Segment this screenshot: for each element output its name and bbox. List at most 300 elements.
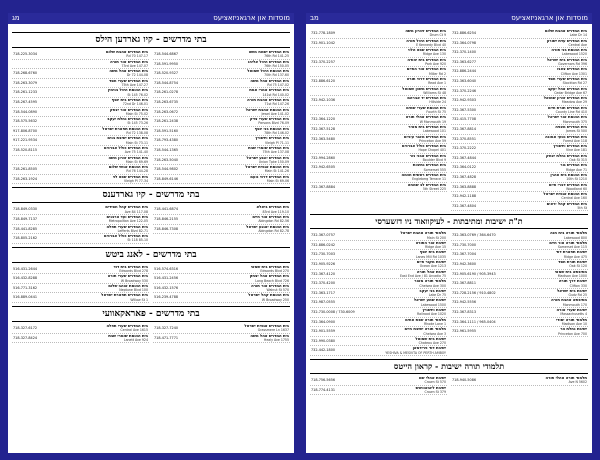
left-page	[8, 13, 294, 453]
section-title: בתי מדרשים - פאראקאוועי	[12, 306, 290, 322]
entry-text	[405, 327, 446, 336]
entry-name: בית המדרש שערי חסד	[109, 78, 148, 83]
entry-phone: 732-367-4120	[311, 271, 336, 276]
entry-phone: 718-263-6735	[154, 99, 179, 104]
entry-address: 122-05 Metropolitan Ave	[108, 219, 148, 224]
directory-entry	[451, 48, 588, 58]
entry-name: בית הכנסת קהל ישראל	[248, 293, 289, 298]
entry-address: 137-08 75th Ave	[262, 150, 289, 155]
entry-name: בית המדרש זיכרון משה	[405, 29, 446, 33]
entry-phone: 732-886-6120	[311, 78, 336, 83]
entry-name: תלמוד תורה ישיבת חיים	[404, 327, 446, 332]
entry-text	[546, 154, 587, 163]
entry-address: 82-71 Lefferts Blvd	[117, 228, 148, 233]
entry-phone: 732-370-4200	[311, 281, 336, 286]
entry-name: בית המדרש כולל אברכים	[401, 144, 446, 149]
entry-address: 24 Hillside	[429, 100, 446, 105]
entry-phone: 718-544-1365	[154, 147, 179, 152]
entry-name: בית המדרש יד אברהם	[407, 96, 446, 101]
entry-name: בית הכנסת בני תורה	[551, 48, 587, 53]
entry-text	[547, 202, 587, 211]
entry-address: 76-09 Parsons Blvd	[258, 121, 289, 126]
entry-address: 147-02 75 Rd	[267, 83, 289, 88]
entry-address: 59 Princeton Ave	[419, 138, 446, 143]
entry-text	[247, 69, 289, 78]
entry-phone: 516-239-4788	[154, 295, 179, 300]
entry-text	[109, 79, 148, 88]
entry-name: בית המדרש דרכי נועם	[250, 174, 289, 179]
directory-entry	[310, 241, 447, 251]
entry-name: בית המדרש אור יצחק	[109, 107, 148, 112]
directory-column	[451, 29, 588, 211]
entry-text	[404, 135, 446, 144]
entry-name: ישיבת בית יוסף	[419, 250, 446, 255]
entry-phone: 718-520-8115	[13, 147, 38, 152]
entry-text	[250, 175, 289, 184]
entry-address: 115 Somerset Ave	[557, 245, 587, 250]
entry-text	[556, 318, 587, 327]
directory-entry	[451, 270, 588, 280]
entry-name: בית המדרש אהל משה	[250, 78, 289, 83]
directory-entry	[153, 127, 290, 137]
entry-text	[101, 293, 148, 302]
entry-text	[553, 144, 587, 153]
entry-address: 147-26 71st Rd	[264, 102, 289, 107]
entry-address: 375 Monmouth	[562, 119, 587, 124]
entry-text	[408, 125, 446, 134]
entry-text	[110, 108, 148, 117]
entry-address: 4 Massachusetts	[560, 312, 587, 317]
entry-phone: 718-544-0890	[13, 109, 38, 114]
entry-address: 315 Oak St	[569, 158, 587, 163]
section-title: תלמודי תורה ישיבות - קראון הייטס	[310, 359, 588, 374]
entry-phone: 732-370-2222	[452, 146, 477, 151]
entry-phone: 732-363-6040	[452, 78, 477, 83]
entry-phone: 516-431-2644	[13, 266, 38, 271]
entry-phone: 718-263-1924	[13, 176, 38, 181]
directory-entry	[153, 175, 290, 185]
directory-columns	[310, 231, 588, 356]
entry-phone: 732-415-7708	[452, 117, 477, 122]
entry-address: 1500 Lakewood	[420, 302, 446, 307]
entry-address: 11 Engleberg Terrace	[412, 177, 446, 182]
entry-phone: 732-901-5559	[311, 329, 336, 334]
entry-name: בית המדרש אגודת ישראל	[244, 324, 289, 329]
directory-column	[153, 50, 290, 184]
entry-name: בית המדרש נחלת יצחק	[546, 153, 587, 158]
directory-entry	[451, 308, 588, 318]
entry-text	[106, 324, 148, 333]
entry-phone: 718-471-7771	[154, 335, 179, 340]
entry-name: בית המדרש אהבת תורה	[247, 97, 289, 102]
directory-entry	[153, 98, 290, 108]
directory-entry	[12, 108, 149, 118]
entry-phone: 516-889-0441	[13, 295, 38, 300]
entry-address: 147-07 73rd Ave	[121, 63, 148, 68]
directory-entry	[153, 324, 290, 334]
entry-text	[548, 77, 587, 86]
entry-address: 141-02 Jewel Ave	[261, 111, 289, 116]
entry-name: בית הכנסת תפארת ישראל	[102, 126, 148, 131]
entry-name: בית המדרש בית יוסף	[111, 97, 148, 102]
entry-address: 1 Read Ave	[428, 81, 446, 86]
entry-phone: 732-363-5480	[311, 136, 336, 141]
entry-name: ישיבת תפארת דוד	[555, 250, 587, 255]
entry-phone: 732-728-2156 / 910-4802	[452, 290, 496, 295]
entry-name: בית המדרש מאור עיניים	[403, 134, 446, 139]
entry-address: 379 Crown St	[424, 389, 446, 394]
directory-entry	[310, 115, 447, 125]
directory-section	[310, 214, 588, 356]
entry-address: 330 Clifton	[569, 283, 587, 288]
directory-entry	[310, 106, 447, 116]
entry-phone: 732-994-2860	[311, 155, 336, 160]
entry-phone: 732-942-9303	[452, 98, 477, 103]
entry-name: בית הכנסת אוהב שלום	[108, 283, 148, 288]
directory-entry	[153, 156, 290, 166]
entry-text	[405, 318, 446, 327]
entry-text	[109, 69, 148, 78]
entry-text	[407, 96, 446, 105]
entry-text	[416, 250, 446, 259]
entry-phone: 718-261-1233	[13, 90, 38, 95]
entry-name: ישיבת ליובאוויטש	[415, 385, 446, 390]
entry-address: 29 Meadow Ave	[561, 100, 587, 105]
entry-phone: 718-441-8285	[13, 226, 38, 231]
entry-address: 146-01 72nd Dr	[122, 102, 148, 107]
entry-text	[246, 108, 289, 117]
entry-phone: 732-961-5955	[452, 329, 477, 334]
directory-entry	[451, 115, 588, 125]
directory-entry	[451, 87, 588, 97]
right-page-header	[306, 13, 592, 24]
entry-address: 270 Chateau Ave	[418, 341, 446, 346]
entry-name: בית הכנסת בני יוסף	[254, 126, 289, 131]
entry-name: בית המדרש שערי צדק	[249, 117, 289, 122]
directory-entry	[451, 298, 588, 308]
entry-address: 69-69 Main St	[125, 159, 148, 164]
entry-text	[406, 115, 446, 124]
directory-entry	[451, 106, 588, 116]
entry-phone: 516-771-3162	[13, 285, 38, 290]
entry-name: בית המדרש זכרון משה	[108, 155, 148, 160]
entry-address: 270 Edwards Blvd	[260, 268, 289, 273]
entry-text	[556, 250, 587, 259]
entry-text	[557, 289, 587, 298]
entry-address: 69-06 Main St	[266, 179, 289, 184]
entry-name: בית המדרש בית דוד	[113, 264, 148, 269]
entry-name: תלמוד תורה שבת אחים	[405, 317, 446, 322]
directory-entry	[310, 173, 447, 183]
directory-column	[153, 324, 290, 343]
entry-text	[555, 270, 587, 279]
entry-text	[255, 127, 289, 136]
entry-name: תלמוד תורה מאור	[414, 279, 446, 284]
entry-name: ישיבת דרך תורה	[558, 279, 587, 284]
directory-entry	[451, 163, 588, 173]
directory-entry	[12, 324, 149, 334]
entry-name: תלמוד תורה אהלי תורה	[545, 376, 587, 380]
entry-phone: 917-221-9534	[13, 138, 38, 143]
entry-text	[414, 279, 446, 288]
entry-address: 1 Willow St	[130, 297, 148, 302]
entry-text	[545, 135, 587, 144]
entry-name: ישיבת אהל תורה	[416, 269, 446, 274]
directory-entry	[12, 79, 149, 89]
directory-entry	[451, 173, 588, 183]
entry-address: 1637 Grassmere Ln	[257, 328, 289, 333]
entry-text	[405, 29, 446, 38]
directory-entry	[310, 279, 447, 289]
entry-address: 141-25 76th Rd	[264, 54, 289, 59]
entry-phone: 718-544-8754	[154, 80, 179, 85]
entry-name: בית המדרש בית מאיר	[408, 124, 446, 129]
entry-name: בית הכנסת בית אהרן	[550, 172, 587, 177]
entry-text	[551, 298, 587, 307]
entry-text	[255, 136, 289, 145]
entry-address: 570 Walnut St	[266, 288, 289, 293]
entry-address: 147-27 75th Ave	[121, 83, 148, 88]
entry-text	[250, 334, 289, 343]
entry-phone: 732-367-0757	[311, 233, 336, 238]
entry-text	[557, 67, 587, 76]
entry-address: 138-08 72 Rd	[126, 131, 148, 136]
entry-name: בית הכנסת אגודת ישראל	[245, 165, 289, 170]
entry-phone: 718-544-9802	[154, 167, 179, 172]
entry-phone: 732-942-1036	[311, 98, 336, 103]
directory-entry	[12, 215, 149, 225]
entry-text	[250, 274, 289, 283]
entry-phone: 732-370-2246	[452, 88, 477, 93]
entry-phone: 732-942-3600	[452, 262, 477, 267]
directory-entry	[153, 225, 290, 235]
entry-address: 181 Vine Ave	[566, 148, 587, 153]
entry-phone: 718-849-0330	[13, 207, 38, 212]
entry-phone: 718-591-9950	[154, 61, 179, 66]
entry-address: 3 Chelsea Ave	[423, 331, 446, 336]
directory-entry	[451, 135, 588, 145]
entry-phone: 732-990-0380	[311, 338, 336, 343]
entry-text	[110, 60, 148, 69]
entry-phone: 718-846-7308	[154, 226, 179, 231]
directory-entry	[153, 117, 290, 127]
directory-entry	[12, 293, 149, 303]
directory-entry	[12, 274, 149, 284]
entry-text	[408, 48, 446, 57]
directory-entry	[451, 67, 588, 77]
entry-text	[407, 58, 446, 67]
entry-address: 75 Fourth St	[426, 110, 446, 115]
entry-address: 1035 Lanes Mill Rd	[415, 254, 446, 259]
directory-entry	[12, 60, 149, 70]
entry-name: תלמוד תורה יסודי	[556, 317, 587, 322]
directory-entry	[310, 163, 447, 173]
entry-name: ישיבת שערי אורה	[556, 308, 587, 313]
entry-phone: 732-886-0242	[311, 242, 336, 247]
directory-entry	[12, 175, 149, 185]
entry-address: 60 Woodland	[566, 186, 587, 191]
directory-entry	[451, 289, 588, 299]
entry-text	[410, 154, 446, 163]
entry-name: ישיבת תורת חסד	[558, 260, 587, 265]
entry-text	[113, 265, 148, 274]
entry-address: 118 Forest Ave	[563, 138, 587, 143]
directory-entry	[451, 279, 588, 289]
entry-address: 15 Ridge Ave	[424, 245, 446, 250]
entry-address: Central Ave	[568, 42, 587, 47]
directory-entry	[310, 77, 447, 87]
entry-text	[108, 284, 148, 293]
entry-text	[400, 270, 446, 279]
entry-address: 555 Somerset	[423, 167, 446, 172]
entry-phone: 718-846-2155	[154, 216, 179, 221]
directory-entry	[12, 88, 149, 98]
entry-name: בית המדרש בית שמאי	[250, 264, 289, 269]
entry-text	[547, 58, 587, 67]
entry-text	[415, 337, 446, 346]
directory-entry	[451, 144, 588, 154]
directory-entry	[12, 127, 149, 137]
entry-text	[250, 117, 289, 126]
entry-phone: 516-574-6316	[154, 266, 179, 271]
entry-text	[400, 231, 446, 240]
entry-text	[401, 173, 446, 182]
entry-name: בית המדרש גור	[560, 163, 587, 168]
directory-entry	[310, 154, 447, 164]
directory-entry	[451, 29, 588, 39]
entry-phone: 732-987-0555	[311, 300, 336, 305]
directory-entry	[451, 96, 588, 106]
entry-text	[559, 279, 587, 288]
directory-section	[12, 306, 290, 343]
entry-name: בית הכנסת שומרי שבת	[108, 333, 148, 338]
directory-entry	[310, 96, 447, 106]
entry-name: בית המדרש נטעי אמונה	[545, 134, 587, 139]
entry-name: בית המדרש אהלי תורה	[405, 115, 446, 120]
entry-text	[106, 225, 148, 234]
entry-name: בית המדרש תפארת ישראל	[101, 293, 148, 298]
directory-entry	[153, 108, 290, 118]
directory-column	[153, 205, 290, 243]
entry-phone: 718-261-0278	[154, 90, 179, 95]
directory-entry	[310, 289, 447, 299]
directory-entry	[12, 265, 149, 275]
entry-phone: 732-363-6277	[452, 59, 477, 64]
directory-entry	[310, 250, 447, 260]
entry-phone: 718-774-4131	[311, 387, 336, 392]
entry-phone: 718-263-0672	[154, 109, 179, 114]
directory-columns	[310, 29, 588, 211]
entry-text	[416, 241, 446, 250]
entry-name: בית המדרש זכרון שמואל	[543, 96, 587, 101]
entry-address: 71-11 Vleigh Pl	[264, 140, 289, 145]
entry-name: ישיבת ויזשניץ	[422, 308, 446, 313]
entry-name: בית המדרש שומרי שבת	[248, 145, 289, 150]
entry-address: 10 Madison Ave	[561, 321, 587, 326]
entry-text	[419, 376, 446, 385]
directory-entry	[451, 376, 588, 386]
entry-phone: 718-544-6867	[154, 52, 179, 56]
directory-entry	[451, 77, 588, 87]
entry-address: 920 Park Ave	[425, 62, 446, 67]
entry-address: 401 Hope Chapel	[418, 148, 446, 153]
entry-text	[550, 231, 587, 240]
directory-column	[12, 205, 149, 243]
entry-text	[104, 234, 148, 243]
entry-address: 75-02 Main St	[125, 111, 148, 116]
directory-entry	[310, 135, 447, 145]
entry-text	[557, 308, 587, 317]
entry-name: בית המדרש נתיבות	[412, 163, 446, 168]
entry-phone: 732-367-8811	[452, 281, 477, 286]
entry-name: בית המדרש עדת ישורון	[546, 38, 587, 43]
directory-entry	[12, 117, 149, 127]
entry-name: בית המדרש היכל תורה	[406, 38, 446, 43]
entry-phone: 718-261-8505	[13, 167, 38, 172]
directory-entry	[310, 327, 447, 337]
entry-phone: 732-367-8313	[452, 310, 477, 315]
entry-name: תלמוד תורה אהבת ישראל	[400, 231, 446, 236]
entry-phone: 732-364-0122	[452, 165, 477, 170]
entry-address: 144-08 72 Dr	[126, 73, 148, 78]
entry-name: בית המדרש ביאלא	[256, 205, 289, 210]
entry-text	[247, 98, 289, 107]
directory-entry	[310, 67, 447, 77]
entry-address: 300 Chelsea Ave	[419, 283, 446, 288]
entry-name: בית המדרש כולל אברכים	[103, 145, 148, 150]
entry-text	[113, 175, 148, 184]
entry-address: 200 Main St	[426, 235, 446, 240]
entry-phone: 718-263-3079	[13, 80, 38, 85]
directory-entry	[153, 69, 290, 79]
entry-phone: 516-432-8288	[13, 276, 38, 281]
entry-name: ישיבת מקור חיים	[416, 260, 446, 265]
entry-address: 141-26 Main St	[264, 169, 289, 174]
entry-address: 71 Ridge Ave	[565, 167, 587, 172]
entry-address: 150-05 76th Rd	[264, 63, 289, 68]
directory-column	[12, 265, 149, 303]
entry-name: בית המדרש שערי תפלה	[106, 324, 148, 329]
entry-text	[406, 106, 446, 115]
directory-entry	[153, 79, 290, 89]
entry-address: 14 Lake Dr	[569, 33, 587, 38]
entry-address: 475 Ridge Ave	[563, 254, 587, 259]
entry-phone: 718-591-5160	[154, 128, 179, 133]
page-number: מב	[310, 14, 319, 22]
entry-text	[417, 308, 446, 317]
entry-name: בית המדרש ראשית חכמה	[401, 172, 446, 177]
entry-name: בית המדרש אור חיים	[252, 214, 289, 219]
entry-phone: 718-756-5656	[311, 378, 336, 382]
entry-name: בית המדרש אהל יעקב	[547, 86, 587, 91]
entry-phone: 718-849-6146	[154, 176, 179, 181]
directory-entry	[310, 144, 447, 154]
entry-text	[248, 146, 289, 155]
entry-name: בית המדרש אור החיים	[406, 67, 446, 72]
directory-column	[12, 50, 149, 184]
entry-name: בית המדרש אור תורה	[110, 59, 148, 64]
entry-name: בית המדרש שבט לוי	[112, 174, 148, 179]
entry-name: ישיבת אהלי שם	[419, 376, 446, 380]
entry-text	[247, 156, 289, 165]
directory-section	[12, 187, 290, 243]
entry-address: 27 Stockton Rd	[562, 81, 587, 86]
entry-phone: 732-942-1188	[452, 194, 477, 199]
entry-text	[416, 386, 446, 395]
directory-entry	[310, 48, 447, 58]
entry-phone: 718-267-4595	[13, 99, 38, 104]
entry-name: ישיבת בני יעקב	[419, 288, 446, 293]
